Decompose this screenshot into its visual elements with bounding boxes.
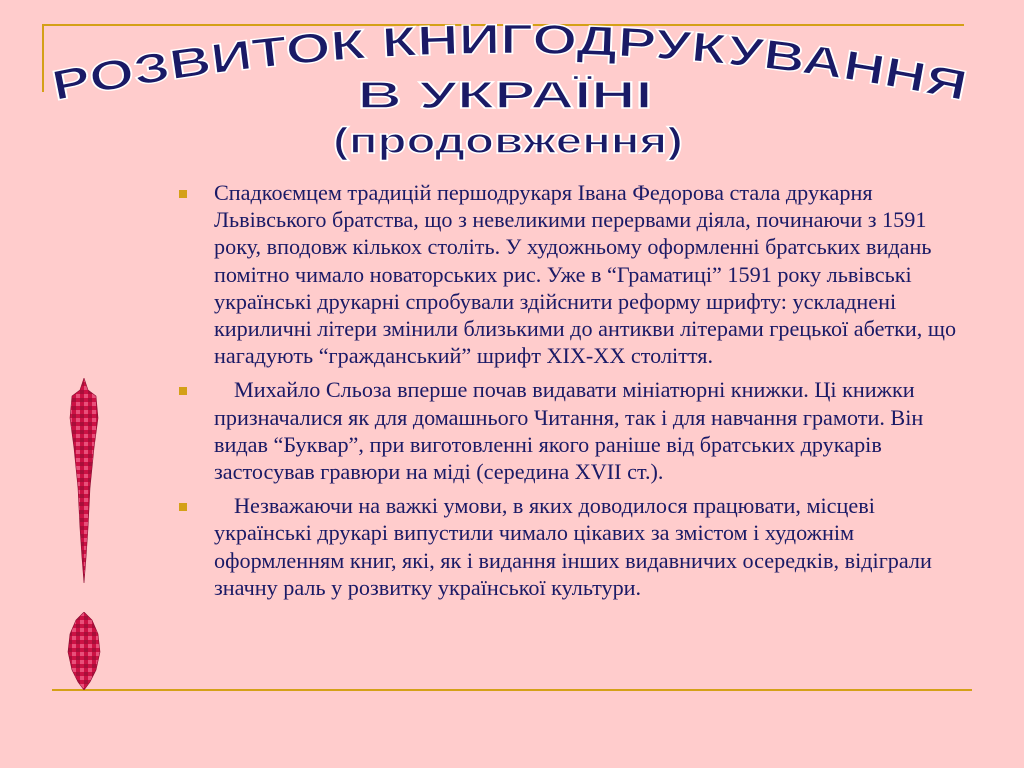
- slide-title: [0, 0, 1024, 170]
- diamond-ornament-icon: [64, 612, 104, 690]
- square-bullet-icon: [179, 503, 187, 511]
- title-wordart: [0, 0, 1024, 170]
- exclamation-ornament-icon: [60, 378, 108, 588]
- bullet-text: Незважаючи на важкі умови, в яких доводилося працювати, місцеві українські друкарі випустили чимало цікавих за змістом і художнім оформленням книг, які, як і видання інших видавничих осередків, відіграли значну раль у розвитку української культури.: [214, 493, 932, 600]
- bullet-item: [172, 492, 964, 601]
- bottom-divider: [52, 689, 972, 691]
- bullet-content: [172, 179, 964, 608]
- title-line-3: (продовження): [333, 120, 683, 161]
- square-bullet-icon: [179, 190, 187, 198]
- square-bullet-icon: [179, 387, 187, 395]
- bullet-list: [172, 179, 964, 601]
- title-line-1: РОЗВИТОК КНИГОДРУКУВАННЯ: [47, 15, 961, 110]
- bullet-text: Михайло Сльоза вперше почав видавати мініатюрні книжки. Ці книжки призначалися як для домашнього Читання, так і для навчання грамоти. Він видав “Буквар”, при виготовленні якого раніше від братських друкарів застосував гравюри на міді (середина XVII ст.).: [214, 377, 924, 485]
- bullet-item: [172, 376, 964, 485]
- bullet-text: Спадкоємцем традицій першодрукаря Івана Федорова стала друкарня Львівського братства, що з невеликими перервами діяла, починаючи з 1591 року, вподовж кількох століть. У художньому оформленні братських видань помітно чимало новаторських рис. Уже в “Граматиці” 1591 року львівські українські друкарні спробували здійснити реформу шрифту: ускладнені кириличні літери змінили близькими до антикви літерами грецької абетки, що нагадують “гражданський” шрифт XIX-XX століття.: [214, 180, 957, 369]
- title-line-2: В УКРАЇНІ: [357, 75, 541, 117]
- bullet-item: [172, 179, 964, 369]
